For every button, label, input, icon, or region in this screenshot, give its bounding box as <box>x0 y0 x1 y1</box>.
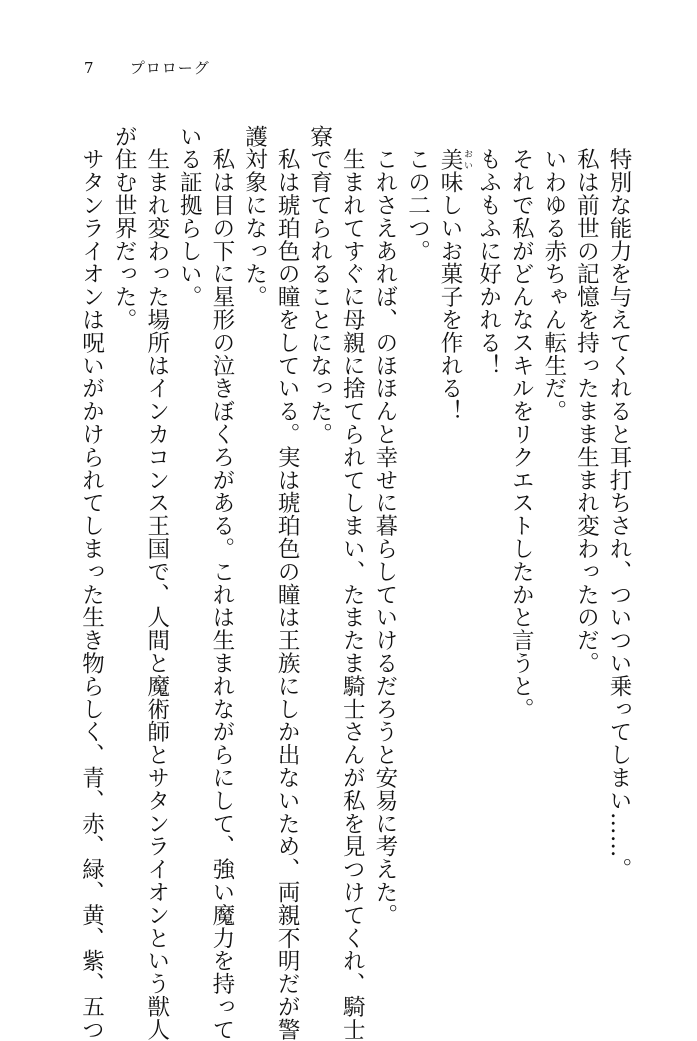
text-line: 寮で育てられることになった。 <box>306 125 333 446</box>
text-line: が住む世界だった。 <box>111 125 138 332</box>
text-line: 私は琥珀色の瞳をしている。実は琥珀色の瞳は王族にしか出ないため、両親不明だが警 <box>274 125 301 1041</box>
ruby-base: 美 <box>437 147 464 171</box>
text-line: それで私がどんなスキルをリクエストしたかと言うと。 <box>508 125 535 721</box>
text-line: もふもふに好かれる！ <box>475 125 502 377</box>
text-line: これさえあれば、のほほんと幸せに暮らしていけるだろうと安易に考えた。 <box>371 125 398 927</box>
text-line: 護対象になった。 <box>241 125 268 309</box>
running-title: プロローグ <box>129 59 210 77</box>
text-line: いわゆる赤ちゃん転生だ。 <box>540 125 567 423</box>
text-line: 特別な能力を与えてくれると耳打ちされ、ついつい乗ってしまい……。 <box>606 125 632 881</box>
text-line: この二つ。 <box>404 125 431 263</box>
text-line: いる証拠らしい。 <box>176 125 203 309</box>
text-line-with-ruby <box>433 125 472 965</box>
text-line: 生まれてすぐに母親に捨てられてしまい、たまたま騎士さんが私を見つけてくれ、騎士 <box>339 125 366 1041</box>
ruby-word <box>437 147 473 171</box>
text-line: 私は前世の記憶を持ったまま生まれ変わったのだ。 <box>573 125 600 675</box>
page-number: 7 <box>84 59 95 77</box>
text-line: サタンライオンは呪いがかけられてしまった生き物らしく、青、赤、緑、黄、紫、五つ <box>78 125 105 1041</box>
body-text <box>75 125 635 1041</box>
text-line: 私は目の下に星形の泣きぼくろがある。これは生まれながらにして、強い魔力を持って <box>208 125 235 1041</box>
text-line: 生まれ変わった場所はインカコンス王国で、人間と魔術師とサタンライオンという獣人 <box>143 125 170 1041</box>
ruby-line-rest: 味しいお菓子を作れる！ <box>437 170 464 423</box>
page-header <box>84 57 210 78</box>
ruby-reading: おい <box>462 147 473 171</box>
